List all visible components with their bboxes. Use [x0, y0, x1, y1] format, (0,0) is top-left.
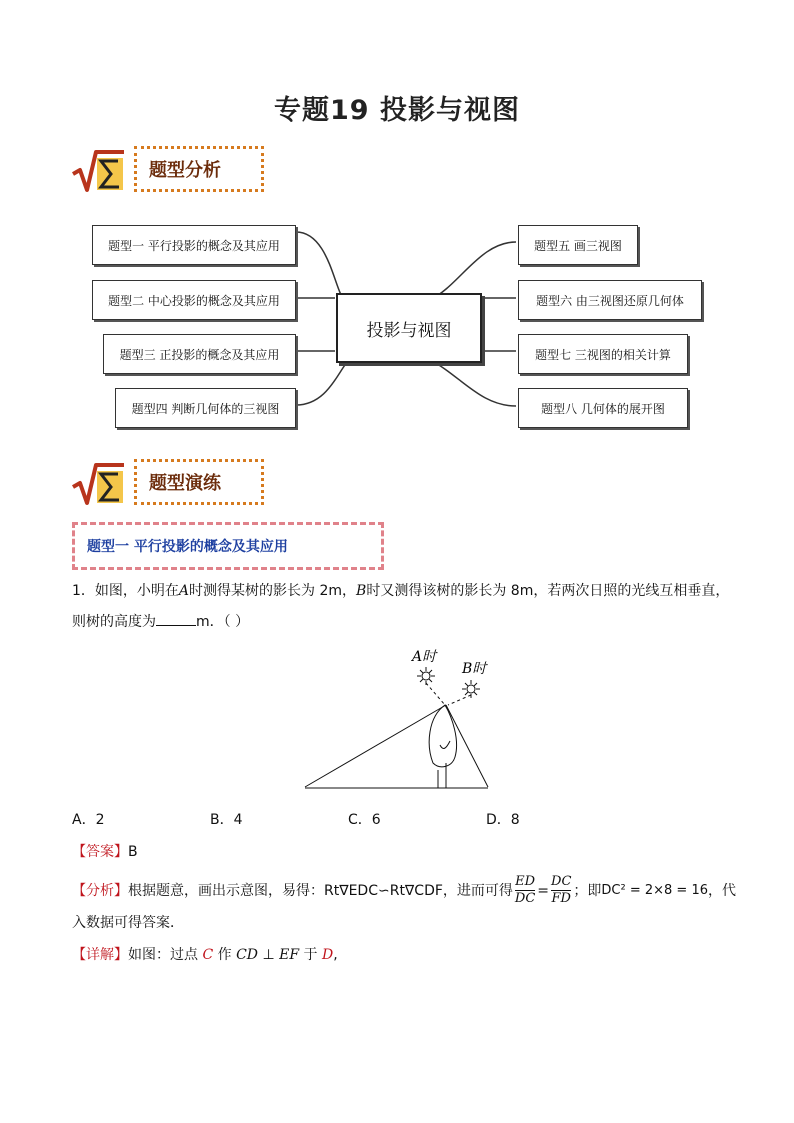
- detail-line: 【详解】如图：过点 C 作 CD ⊥ EF 于 D,: [72, 947, 338, 963]
- option-d: D．8: [486, 812, 520, 828]
- section-title-practice: 题型演练: [134, 459, 264, 505]
- fraction-ed-dc: $\frac{ED}{DC}$: [514, 874, 536, 906]
- mindmap-node-left-4: 题型四 判断几何体的三视图: [115, 388, 296, 428]
- option-b: B．4: [210, 812, 243, 828]
- fig-label-A: A时: [412, 649, 437, 665]
- section-header-analysis: [70, 146, 126, 200]
- answer-line: 【答案】B: [72, 844, 138, 860]
- question-text: 1．如图，小明在A时测得某树的影长为 2m，B时又测得该树的影长为 8m，若两次日照的光线互相垂直，: [72, 583, 730, 599]
- option-a: A．2: [72, 812, 105, 828]
- mindmap-node-left-3: 题型三 正投影的概念及其应用: [103, 334, 296, 374]
- section-header-practice: [70, 459, 126, 513]
- topic-header: [72, 522, 384, 570]
- fig-label-B: B时: [462, 661, 487, 677]
- mindmap-node-right-5: 题型五 画三视图: [518, 225, 638, 265]
- mindmap-node-right-6: 题型六 由三视图还原几何体: [518, 280, 702, 320]
- sun-a-icon: [417, 667, 435, 685]
- tree-shadow-figure: [300, 645, 490, 795]
- page-title: 专题19 投影与视图: [274, 95, 520, 126]
- topic-title: 题型一 平行投影的概念及其应用: [87, 539, 288, 555]
- answer-blank: [156, 611, 196, 626]
- analysis-line2: 入数据可得答案．: [72, 915, 184, 931]
- mindmap-node-left-2: 题型二 中心投影的概念及其应用: [92, 280, 296, 320]
- mindmap-node-right-7: 题型七 三视图的相关计算: [518, 334, 688, 374]
- mindmap-node-right-8: 题型八 几何体的展开图: [518, 388, 688, 428]
- sigma-root-icon: [70, 459, 126, 509]
- fraction-dc-fd: $\frac{DC}{FD}$: [551, 874, 572, 906]
- option-c: C．6: [348, 812, 381, 828]
- section-title-analysis: 题型分析: [134, 146, 264, 192]
- mindmap-node-left-1: 题型一 平行投影的概念及其应用: [92, 225, 296, 265]
- analysis-line: 【分析】 根据题意，画出示意图，易得：Rt∇EDC∽Rt∇CDF，进而可得 $\frac{ED}{DC}$ = $\frac{DC}{FD}$ ；即 DC² = 2×8 = 16 ，代: [72, 874, 736, 906]
- question-text-line2: 则树的高度为 m．（ ）: [72, 611, 249, 633]
- mindmap-center: 投影与视图: [336, 293, 482, 363]
- sigma-root-icon: [70, 146, 126, 196]
